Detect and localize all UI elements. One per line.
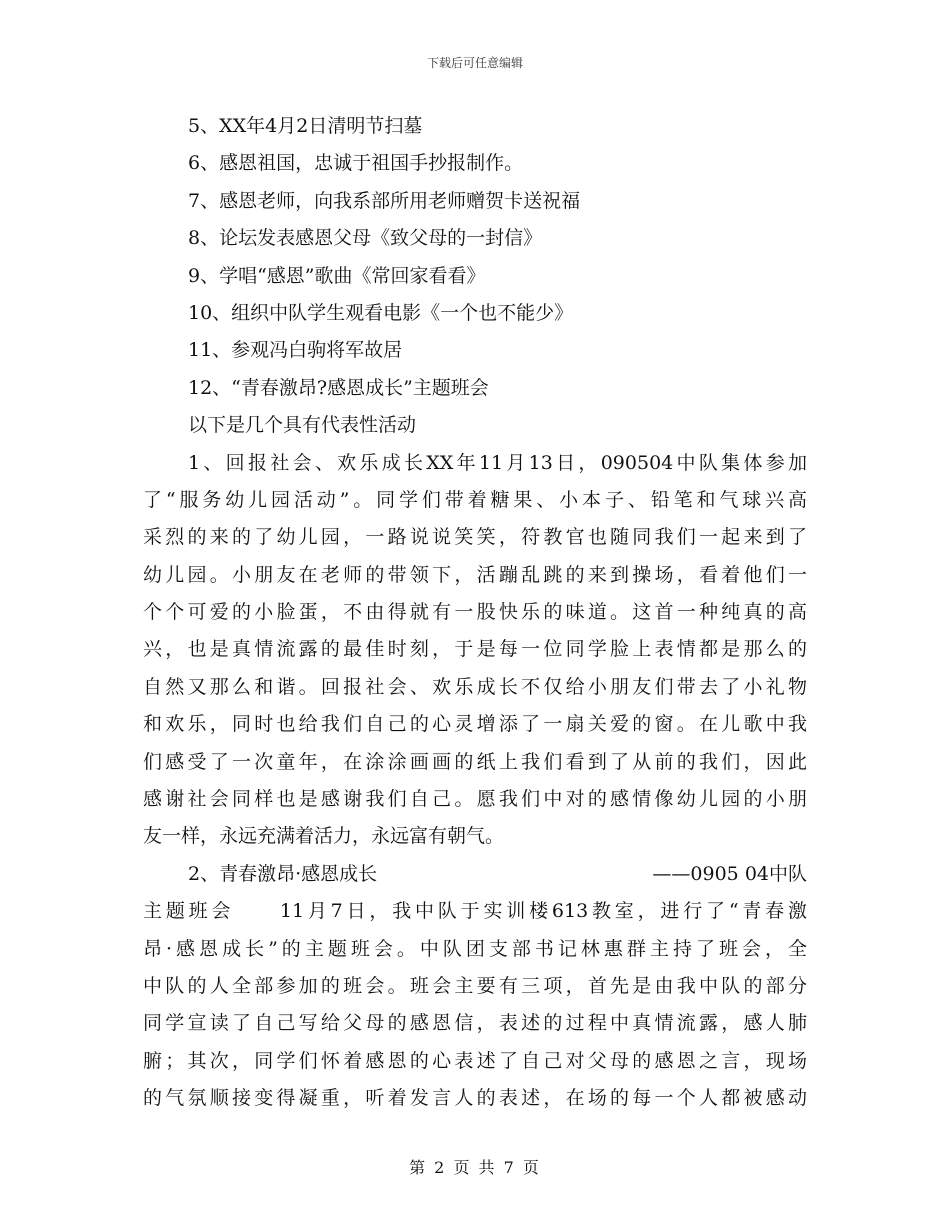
paragraph-line: 1、回报社会、欢乐成长XX年11月13日，090504中队集体参加	[188, 451, 807, 474]
paragraph-line: 昂·感恩成长”的主题班会。中队团支部书记林惠群主持了班会，全	[143, 937, 807, 960]
paragraph-line: 们感受了一次童年，在涂涂画画的纸上我们看到了从前的我们，因此	[143, 750, 807, 773]
paragraph-line: 采烈的来的了幼儿园，一路说说笑笑，符教官也随同我们一起来到了	[143, 526, 807, 549]
list-item: 9、学唱“感恩”歌曲《常回家看看》	[188, 264, 486, 287]
paragraph-line: 幼儿园。小朋友在老师的带领下，活蹦乱跳的来到操场，看着他们一	[143, 563, 807, 586]
paragraph-line: 了“服务幼儿园活动”。同学们带着糖果、小本子、铅笔和气球兴高	[143, 488, 807, 511]
paragraph-line: 主题班会 11月7日，我中队于实训楼613教室，进行了“青春激	[143, 900, 807, 923]
list-item: 8、论坛发表感恩父母《致父母的一封信》	[188, 227, 543, 250]
paragraph-2-attribution: ——0905 04中队	[652, 862, 807, 885]
paragraph-line: 个个可爱的小脸蛋，不由得就有一股快乐的味道。这首一种纯真的高	[143, 601, 807, 624]
list-item: 6、感恩祖国，忠诚于祖国手抄报制作。	[188, 152, 524, 175]
paragraph-line: 兴，也是真情流露的最佳时刻，于是每一位同学脸上表情都是那么的	[143, 638, 807, 661]
paragraph-line: 同学宣读了自己写给父母的感恩信，表述的过程中真情流露，感人肺	[143, 1012, 807, 1035]
paragraph-line: 感谢社会同样也是感谢我们自己。愿我们中对的感情像幼儿园的小朋	[143, 788, 807, 811]
paragraph-line: 的气氛顺接变得凝重，听着发言人的表述，在场的每一个人都被感动	[143, 1087, 807, 1110]
list-item: 11、参观冯白驹将军故居	[188, 339, 403, 362]
list-item: 5、XX年4月2日清明节扫墓	[188, 115, 423, 137]
paragraph-2-title-line	[143, 856, 807, 893]
section-intro: 以下是几个具有代表性活动	[188, 414, 417, 437]
paragraph-line: 自然又那么和谐。回报社会、欢乐成长不仅给小朋友们带去了小礼物	[143, 675, 807, 698]
list-item: 10、组织中队学生观看电影《一个也不能少》	[188, 301, 574, 324]
paragraph-line: 友一样，永远充满着活力，永远富有朝气。	[143, 825, 505, 848]
page-number: 第 2 页 共 7 页	[409, 1158, 541, 1177]
paragraph-line: 中队的人全部参加的班会。班会主要有三项，首先是由我中队的部分	[143, 974, 807, 997]
paragraph-1	[143, 445, 807, 856]
document-body	[143, 108, 807, 1118]
paragraph-line: 腑；其次，同学们怀着感恩的心表述了自己对父母的感恩之言，现场	[143, 1049, 807, 1072]
paragraph-2	[143, 856, 807, 1118]
page-header: 下载后可任意编辑	[426, 56, 523, 70]
paragraph-line: 和欢乐，同时也给我们自己的心灵增添了一扇关爱的窗。在儿歌中我	[143, 713, 807, 736]
list-item: 12、“青春激昂?感恩成长”主题班会	[188, 376, 489, 399]
paragraph-2-title: 2、青春激昂·感恩成长	[188, 862, 378, 885]
list-item: 7、感恩老师，向我系部所用老师赠贺卡送祝福	[188, 189, 581, 212]
